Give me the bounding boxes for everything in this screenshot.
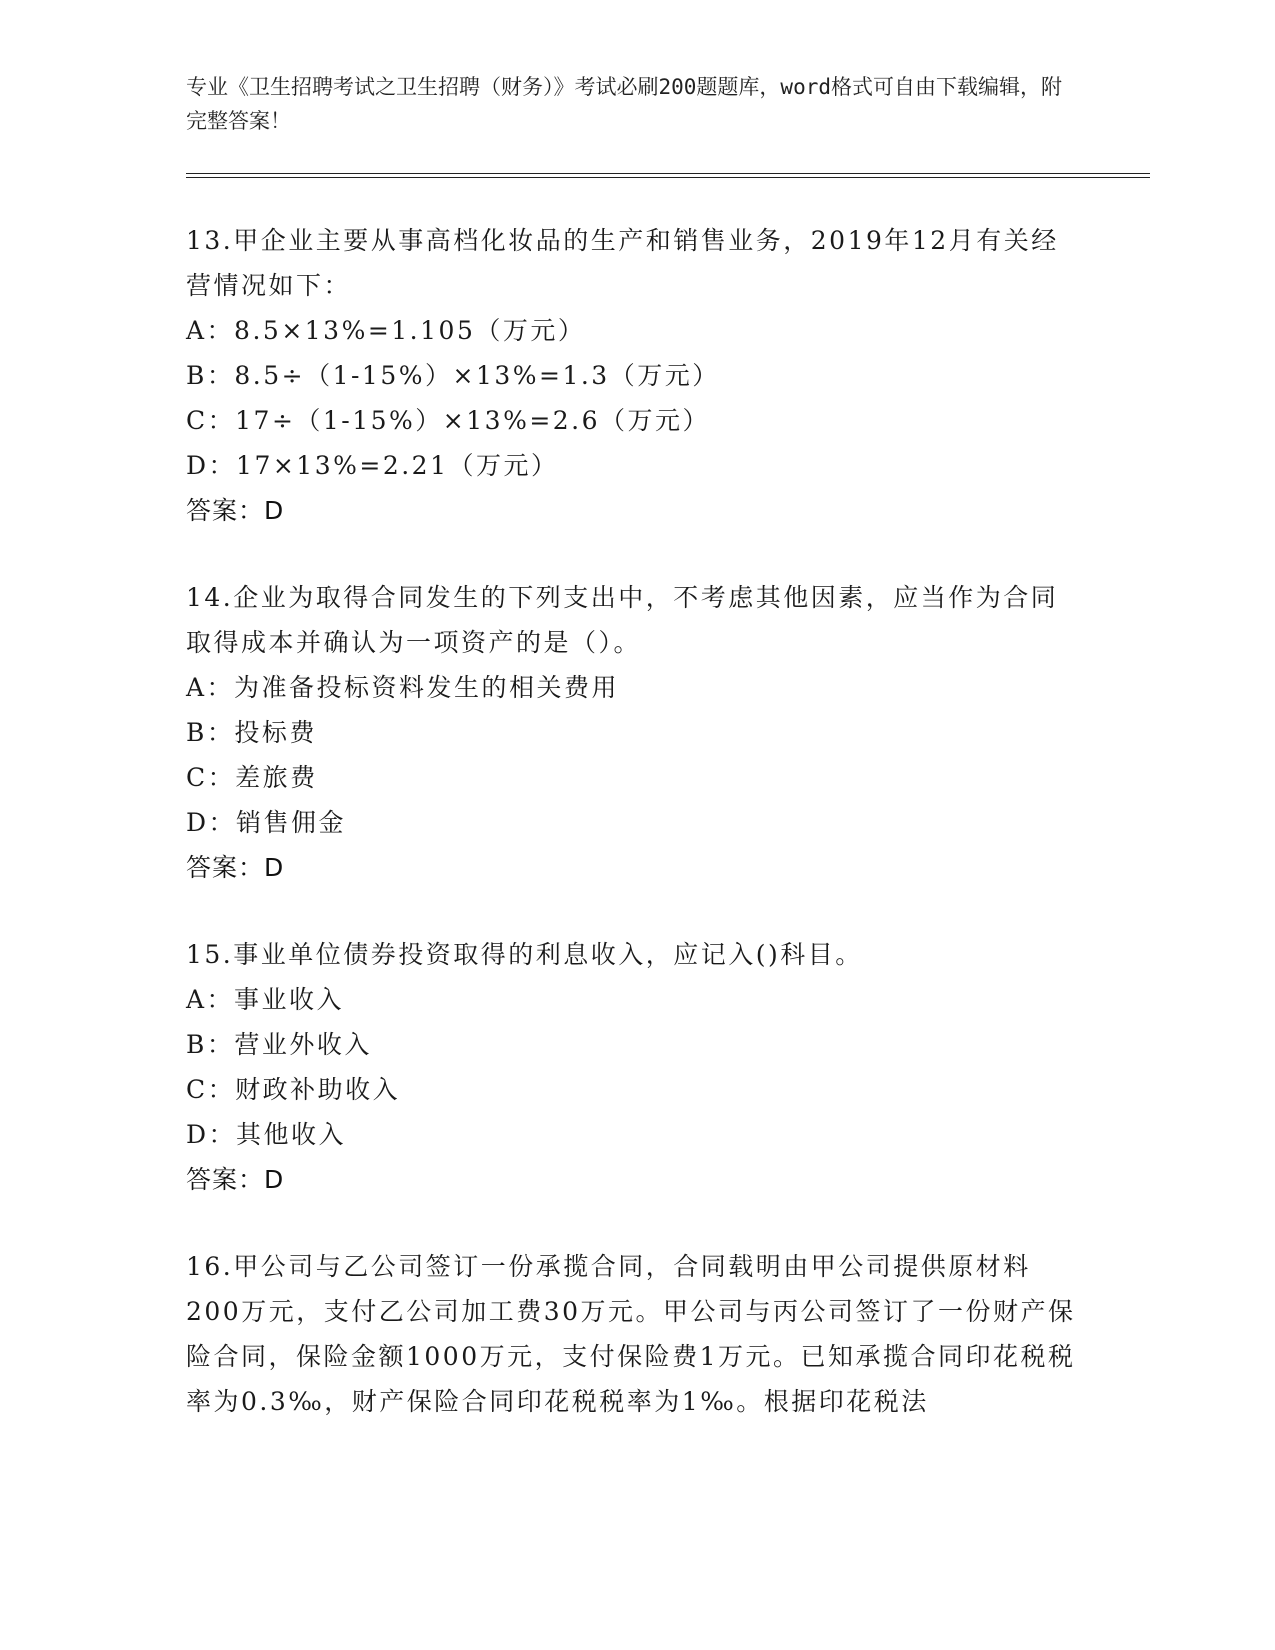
- question-text: 14.企业为取得合同发生的下列支出中，不考虑其他因素，应当作为合同取得成本并确认为一项资产的是（）。: [186, 583, 1059, 657]
- question-list: [186, 218, 1146, 1424]
- document-header: 专业《卫生招聘考试之卫生招聘（财务）》考试必刷200题题库，word格式可自由下载编辑，附完整答案！: [186, 75, 1062, 133]
- answer: 答案：D: [186, 853, 285, 882]
- option-b: B：8.5÷（1-15%）×13%=1.3（万元）: [186, 361, 720, 390]
- document-page: [186, 70, 1146, 1466]
- option-b: B：营业外收入: [186, 1030, 372, 1059]
- option-c: C：财政补助收入: [186, 1075, 401, 1104]
- option-a: A：事业收入: [186, 985, 345, 1014]
- option-b: B：投标费: [186, 718, 317, 747]
- question-13: [186, 218, 1146, 533]
- answer: 答案：D: [186, 496, 285, 525]
- header-divider: [186, 173, 1150, 178]
- option-a: A：为准备投标资料发生的相关费用: [186, 673, 620, 702]
- answer: 答案：D: [186, 1165, 285, 1194]
- question-15: [186, 932, 1146, 1202]
- option-c: C：17÷（1-15%）×13%=2.6（万元）: [186, 406, 711, 435]
- question-text: 13.甲企业主要从事高档化妆品的生产和销售业务，2019年12月有关经营情况如下：: [186, 226, 1059, 300]
- option-c: C：差旅费: [186, 763, 318, 792]
- question-text: 16.甲公司与乙公司签订一份承揽合同，合同载明由甲公司提供原材料200万元，支付乙公司加工费30万元。甲公司与丙公司签订了一份财产保险合同，保险金额1000万元，支付保险费1万元。已知承揽合同印花税税率为0.3‰，财产保险合同印花税税率为1‰。根据印花税法: [186, 1252, 1076, 1416]
- option-d: D：销售佣金: [186, 808, 347, 837]
- option-a: A：8.5×13%=1.105（万元）: [186, 316, 586, 345]
- option-d: D：17×13%=2.21（万元）: [186, 451, 559, 480]
- question-text: 15.事业单位债券投资取得的利息收入，应记入()科目。: [186, 940, 863, 969]
- question-14: [186, 575, 1146, 890]
- option-d: D：其他收入: [186, 1120, 347, 1149]
- question-16: [186, 1244, 1146, 1424]
